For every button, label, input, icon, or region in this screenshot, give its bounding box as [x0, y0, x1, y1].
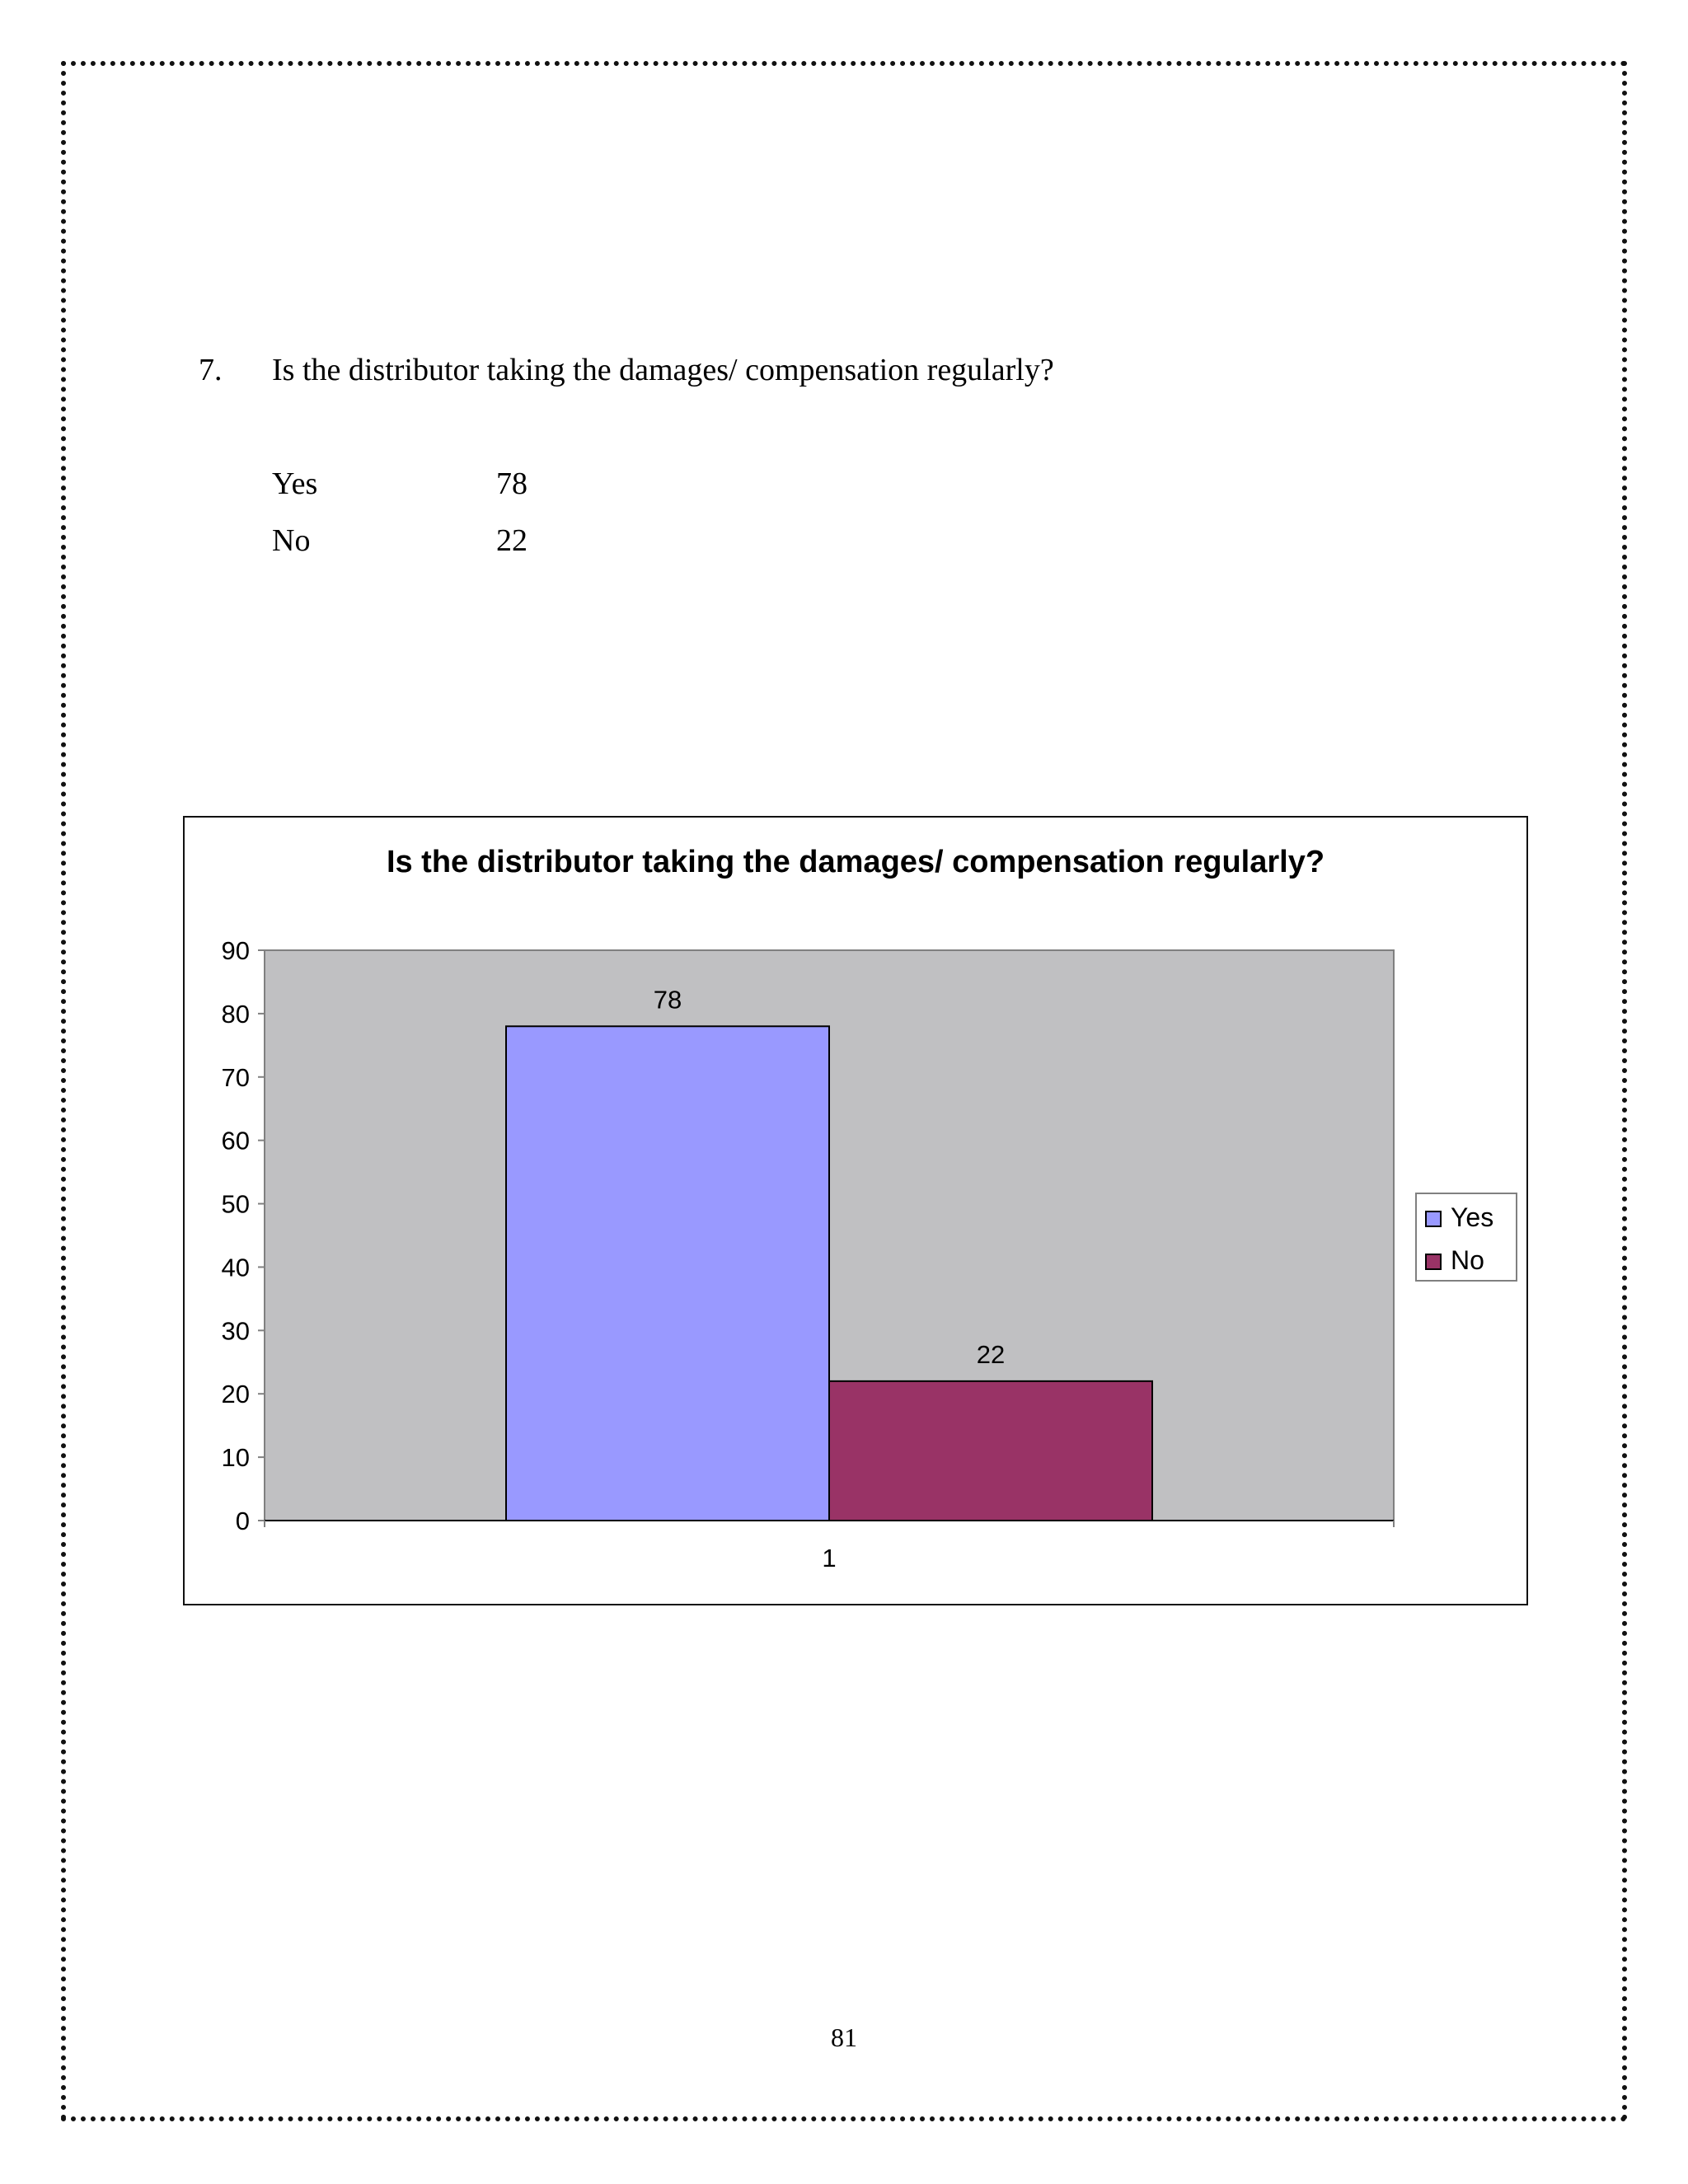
y-tick-label: 30	[221, 1316, 250, 1346]
bar-yes	[506, 1026, 829, 1521]
y-tick-label: 60	[221, 1126, 250, 1155]
data-label-no: 22	[976, 1339, 1006, 1369]
y-tick-label: 90	[221, 936, 250, 965]
legend-label-no: No	[1451, 1245, 1484, 1275]
response-label-yes: Yes	[272, 466, 318, 501]
bar-chart	[185, 818, 1526, 1604]
response-value-yes: 78	[496, 466, 528, 501]
chart-container	[183, 816, 1528, 1605]
legend-swatch-no	[1426, 1254, 1441, 1269]
y-tick-label: 0	[235, 1507, 250, 1535]
page-number: 81	[831, 2022, 857, 2052]
y-tick-label: 80	[221, 999, 250, 1029]
y-tick-label: 10	[221, 1443, 250, 1473]
legend-label-yes: Yes	[1451, 1202, 1494, 1232]
question-number: 7.	[199, 353, 223, 387]
chart-title: Is the distributor taking the damages/ compensation regularly?	[386, 845, 1325, 879]
y-tick-label: 50	[221, 1189, 250, 1219]
data-label-yes: 78	[653, 985, 682, 1015]
y-tick-label: 40	[221, 1253, 250, 1282]
legend-swatch-yes	[1426, 1212, 1441, 1226]
response-value-no: 22	[496, 523, 528, 558]
bar-no	[829, 1381, 1152, 1521]
x-tick-label: 1	[822, 1544, 837, 1572]
response-label-no: No	[272, 523, 311, 558]
y-tick-label: 70	[221, 1062, 250, 1092]
question-text: Is the distributor taking the damages/ compensation regularly?	[272, 353, 1054, 387]
y-tick-label: 20	[221, 1380, 250, 1409]
